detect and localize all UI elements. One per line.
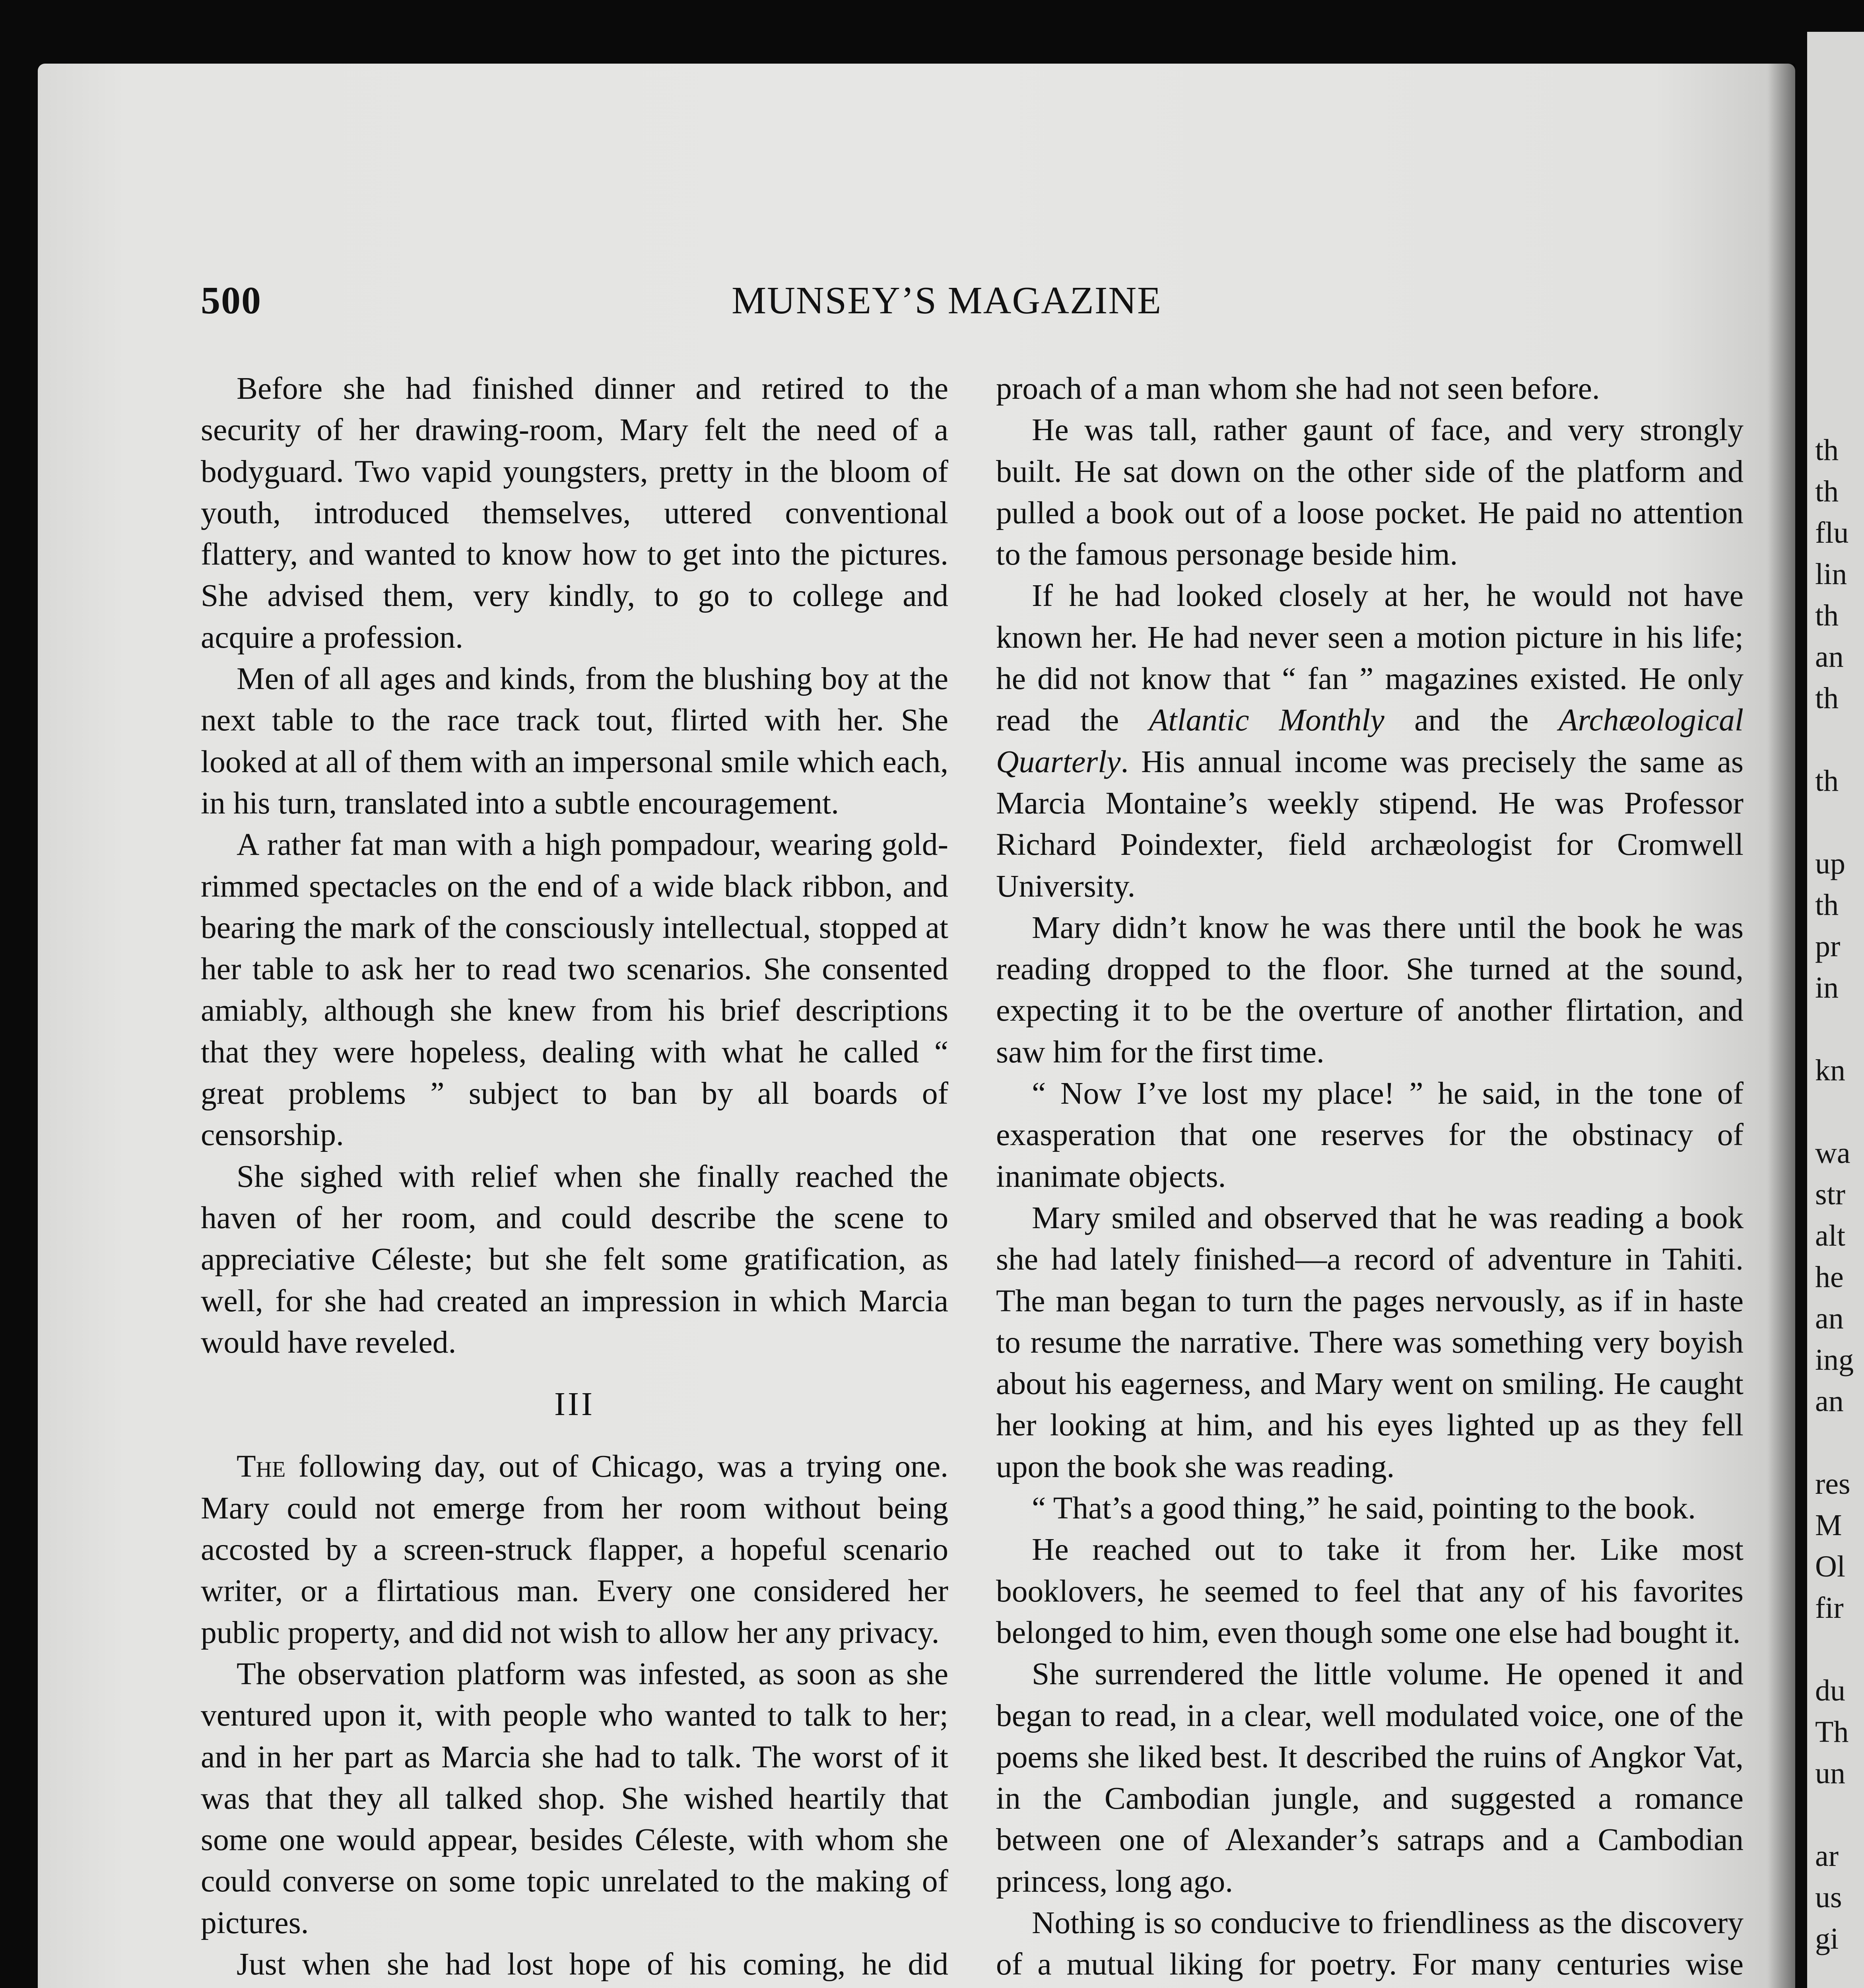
page-number: 500 <box>201 279 262 322</box>
section-heading: III <box>554 1386 595 1423</box>
paragraph: Nothing is so conducive to friendliness as the discovery of a mutual liking for poetry. For many centuries wise <box>996 1905 1744 1982</box>
paragraph: Mary didn’t know he was there until the book he was reading dropped to the floor. She turned at the sound, expecting it to be the overture of another flirtation, and saw him for the first time. <box>996 910 1744 1070</box>
adjacent-page-edge <box>1807 32 1864 1988</box>
paragraph: Men of all ages and kinds, from the blushing boy at the next table to the race track tout, flirted with her. She looked at all of them with an impersonal smile which each, in his turn, translated into a subtle encouragement. <box>201 661 948 821</box>
continued-paragraph: proach of a man whom she had not seen before. <box>996 371 1600 406</box>
adjacent-page-fragments: th th flu lin th an th th up th pr in kn wa str alt he an ing an res M Ol fir du Th un ar us gi <box>1815 433 1854 1955</box>
paragraph: “ That’s a good thing,” he said, pointing to the book. <box>1032 1491 1696 1526</box>
lead-word: The <box>237 1449 286 1484</box>
right-text-column <box>996 368 1744 1988</box>
paragraph: The observation platform was infested, as soon as she ventured upon it, with people who wanted to talk to her; and in her part as Marcia she had to talk. The worst of it was that they all talked shop. She wished heartily that some one would appear, besides Céleste, with whom she could converse on some topic unrelated to the making of pictures. <box>201 1656 948 1940</box>
paragraph: She surrendered the little volume. He opened it and began to read, in a clear, well modulated voice, one of the poems she liked best. It described the ruins of Angkor Vat, in the Cambodian jungle, and suggested a romance between one of Alexander’s satraps and a Cambodian princess, long ago. <box>996 1656 1744 1899</box>
left-text-column <box>201 368 948 1988</box>
publication-title: Archæological Quarterly <box>996 703 1744 779</box>
paragraph-text: and the <box>1384 703 1559 738</box>
paragraph-text: . His annual income was precisely the same as Marcia Montaine’s weekly stipend. He was Professor Richard Poindexter, field archæologist for Cromwell University. <box>996 744 1744 904</box>
paragraph: A rather fat man with a high pompadour, wearing gold-rimmed spectacles on the end of a wide black ribbon, and bearing the mark of the consciously intellectual, stopped at her table to ask her to read two scenarios. She consented amiably, although she knew from his brief descriptions that they were hopeless, dealing with what he called “ great problems ” subject to ban by all boards of censorship. <box>201 827 948 1153</box>
paragraph: She sighed with relief when she finally reached the haven of her room, and could describe the scene to appreciative Céleste; but she felt some gratification, as well, for she had created an impression in which Marcia would have reveled. <box>201 1159 948 1360</box>
paragraph-text: following day, out of Chicago, was a trying one. Mary could not emerge from her room without being accosted by a screen-struck flapper, a hopeful scenario writer, or a flirtatious man. Every one considered her public property, and did not wish to allow her any privacy. <box>201 1449 948 1650</box>
paragraph-with-titles <box>996 575 1744 907</box>
publication-title: Atlantic Monthly <box>1149 703 1384 738</box>
paragraph: He reached out to take it from her. Like most booklovers, he seemed to feel that any of his favorites belonged to him, even though some one else had bought it. <box>996 1532 1744 1650</box>
running-head <box>201 278 1775 326</box>
magazine-title: MUNSEY’S MAGAZINE <box>732 279 1162 322</box>
paragraph: Before she had finished dinner and retired to the security of her drawing-room, Mary felt the need of a bodyguard. Two vapid youngsters, pretty in the bloom of youth, introduced themselves, uttered conventional flattery, and wanted to know how to get into the pictures. She advised them, very kindly, to go to college and acquire a profession. <box>201 371 948 655</box>
paragraph: Just when she had lost hope of his coming, he did <box>237 1946 948 1982</box>
paragraph-text: If he had looked closely at her, he would not have known her. He had never seen a motion picture in his life; he did not know that “ fan ” magazines existed. He only read the <box>996 578 1744 738</box>
paragraph: “ Now I’ve lost my place! ” he said, in the tone of exasperation that one reserves for the obstinacy of inanimate objects. <box>996 1076 1744 1194</box>
section-first-paragraph <box>201 1446 948 1653</box>
paragraph: He was tall, rather gaunt of face, and very strongly built. He sat down on the other side of the platform and pulled a book out of a loose pocket. He paid no attention to the famous personage beside him. <box>996 412 1744 572</box>
paragraph: Mary smiled and observed that he was reading a book she had lately finished—a record of adventure in Tahiti. The man began to turn the pages nervously, as if in haste to resume the narrative. There was something very boyish about his eagerness, and Mary went on smiling. He caught her looking at him, and his eyes lighted up as they fell upon the book she was reading. <box>996 1200 1744 1484</box>
